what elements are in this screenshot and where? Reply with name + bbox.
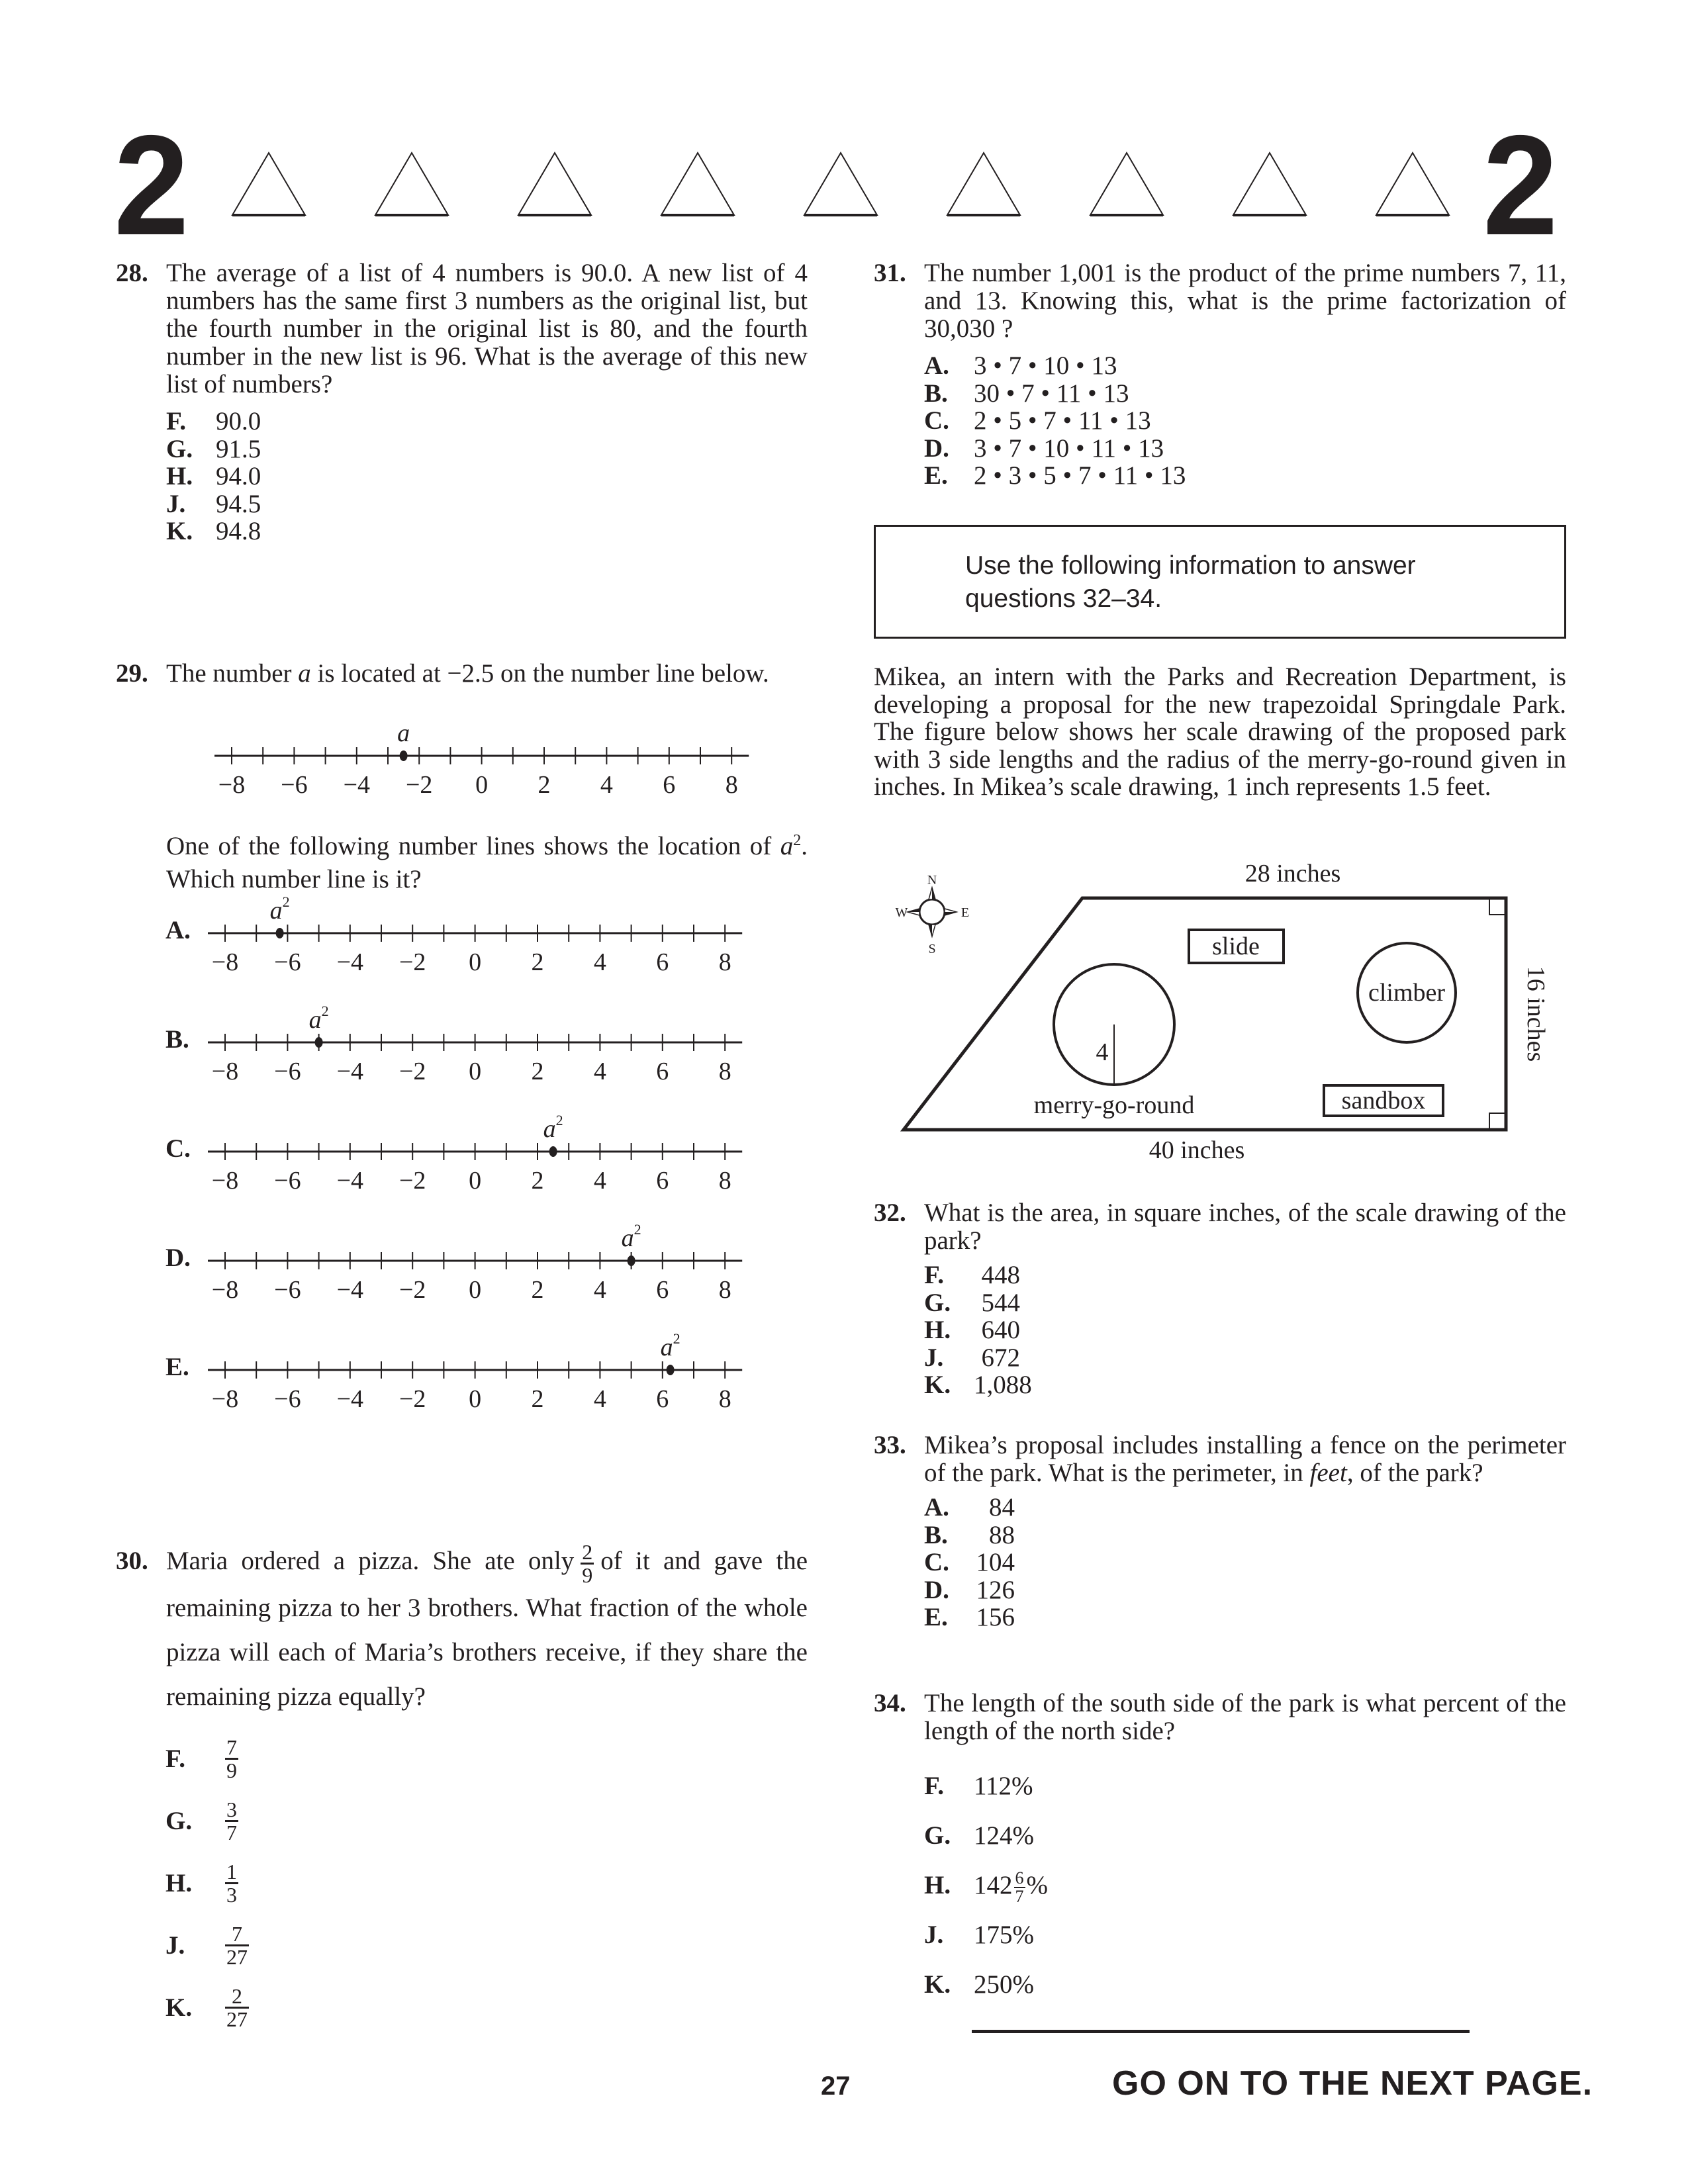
svg-text:S: S	[928, 942, 936, 956]
answer-number-line[interactable]	[189, 1327, 771, 1426]
question-33	[874, 1432, 1566, 1631]
svg-text:8: 8	[718, 1058, 731, 1085]
answer-option[interactable]: G. 124%	[924, 1821, 1034, 1850]
svg-text:2: 2	[538, 771, 551, 799]
answer-option[interactable]: J. $\frac{7}{27}$	[165, 1921, 248, 1969]
answer-option[interactable]: B. 88	[924, 1520, 1015, 1549]
svg-text:4: 4	[600, 771, 613, 799]
question-number: 30.	[116, 1547, 148, 1575]
svg-text:2: 2	[531, 1276, 544, 1304]
answer-option[interactable]: A. 3 • 7 • 10 • 13	[924, 351, 1117, 380]
info-box-text: Use the following information to answer questions 32–34.	[965, 551, 1416, 613]
park-figure	[887, 854, 1562, 1171]
svg-text:−4: −4	[336, 1058, 364, 1085]
svg-text:6: 6	[656, 1276, 669, 1304]
answer-option[interactable]: G. 91.5	[166, 434, 261, 463]
question-text: The number a is located at −2.5 on the number line below.	[166, 659, 769, 688]
answer-option[interactable]: H. $\frac{1}{3}$	[165, 1859, 237, 1907]
answer-option[interactable]: C. 104	[924, 1548, 1015, 1576]
svg-text:−8: −8	[211, 948, 239, 976]
answer-option-letter[interactable]: E.	[165, 1353, 189, 1381]
answer-option[interactable]: F. 448	[924, 1261, 1020, 1289]
go-on-label: GO ON TO THE NEXT PAGE.	[1112, 2064, 1593, 2103]
svg-text:4: 4	[593, 1058, 606, 1085]
question-text: Mikea’s proposal includes installing a fence on the perimeter of the park. What is the perimeter, in feet, of the park?	[924, 1431, 1566, 1487]
passage-text: Mikea, an intern with the Parks and Recreation Department, is developing a proposal for the new trapezoidal Springdale Park. The figure below shows her scale drawing of the proposed park with 3 side lengths and the radius of the merry-go-round given in inches. In Mikea’s scale drawing, 1 inch represents 1.5 feet.	[874, 662, 1566, 801]
answer-options	[924, 1261, 1566, 1399]
answer-option[interactable]: H. 94.0	[166, 462, 261, 490]
triangle-icon	[659, 151, 736, 217]
answer-option-letter[interactable]: C.	[165, 1134, 191, 1163]
answer-option[interactable]: A. 84	[924, 1493, 1015, 1522]
answer-option[interactable]: F. 90.0	[166, 407, 261, 435]
question-32	[874, 1199, 1566, 1399]
question-number: 34.	[874, 1689, 906, 1717]
triangle-icon	[230, 151, 307, 217]
answer-option[interactable]: D. 3 • 7 • 10 • 11 • 13	[924, 433, 1164, 463]
answer-option[interactable]: J. 672	[924, 1343, 1020, 1372]
answer-number-line[interactable]	[189, 999, 771, 1099]
fraction: $\frac{6}{7}$	[1015, 1868, 1024, 1907]
question-number: 33.	[874, 1431, 906, 1459]
answer-option[interactable]: C. 2 • 5 • 7 • 11 • 13	[924, 406, 1151, 435]
end-rule	[972, 2030, 1470, 2033]
question-29-followup	[116, 824, 808, 896]
question-text: The number 1,001 is the product of the prime numbers 7, 11, and 13. Knowing this, what is the prime factorization of 30,030 ?	[924, 259, 1566, 343]
svg-text:0: 0	[475, 771, 489, 799]
svg-text:0: 0	[469, 1167, 482, 1195]
svg-text:N: N	[927, 873, 937, 887]
answer-option[interactable]: K. $\frac{2}{27}$	[165, 1983, 248, 2031]
top-side-label: 28 inches	[1244, 860, 1341, 887]
svg-text:−6: −6	[281, 771, 308, 799]
answer-option[interactable]: D. 126	[924, 1575, 1015, 1604]
question-text: What is the area, in square inches, of the scale drawing of the park?	[924, 1199, 1566, 1255]
answer-option[interactable]: F. 112%	[924, 1772, 1033, 1800]
answer-options	[166, 408, 808, 545]
question-30	[116, 1539, 808, 1719]
merry-go-round-label: merry-go-round	[1033, 1091, 1195, 1119]
answer-option[interactable]: E. 2 • 3 • 5 • 7 • 11 • 13	[924, 461, 1186, 490]
question-31	[874, 259, 1566, 490]
section-number-left: 2	[114, 105, 189, 265]
svg-text:0: 0	[469, 948, 482, 976]
svg-text:−6: −6	[274, 948, 301, 976]
svg-text:0: 0	[469, 1058, 482, 1085]
triangle-icon	[945, 151, 1022, 217]
svg-text:−6: −6	[274, 1058, 301, 1085]
svg-text:a: a	[397, 719, 410, 747]
answer-option[interactable]: K. 250%	[924, 1970, 1034, 1999]
svg-text:2: 2	[531, 948, 544, 976]
compass-icon	[896, 873, 970, 956]
answer-option-letter[interactable]: D.	[165, 1244, 191, 1272]
answer-option[interactable]: G. 544	[924, 1288, 1020, 1317]
svg-text:−8: −8	[211, 1058, 239, 1085]
triangle-icon	[802, 151, 879, 217]
question-34	[874, 1690, 1566, 2009]
fraction: $\frac{1}{3}$	[226, 1859, 237, 1907]
svg-text:2: 2	[531, 1385, 544, 1413]
question-text: The length of the south side of the park is what percent of the length of the north side?	[924, 1689, 1566, 1745]
answer-options	[165, 1727, 256, 2038]
section-number-right: 2	[1483, 105, 1558, 265]
svg-text:−6: −6	[274, 1385, 301, 1413]
answer-options	[924, 352, 1566, 490]
svg-text:6: 6	[656, 1385, 669, 1413]
sandbox-label: sandbox	[1341, 1087, 1426, 1115]
svg-text:E: E	[961, 905, 970, 920]
svg-text:−8: −8	[211, 1167, 239, 1195]
svg-text:8: 8	[718, 948, 731, 976]
triangle-icon	[516, 151, 593, 217]
question-number: 29.	[116, 659, 148, 688]
svg-text:−6: −6	[274, 1167, 301, 1195]
answer-number-line[interactable]	[189, 1109, 771, 1208]
slide-label: slide	[1212, 933, 1260, 960]
svg-text:4: 4	[593, 1167, 606, 1195]
svg-text:−4: −4	[336, 1385, 364, 1413]
question-number: 32.	[874, 1199, 906, 1227]
svg-text:W: W	[895, 905, 908, 920]
fraction: $\frac{7}{27}$	[226, 1921, 248, 1969]
answer-option[interactable]: H. 640	[924, 1316, 1020, 1344]
svg-text:−8: −8	[211, 1276, 239, 1304]
svg-text:−2: −2	[399, 1167, 426, 1195]
triangle-icon	[1088, 151, 1165, 217]
question-text: The average of a list of 4 numbers is 90.0. A new list of 4 numbers has the same first 3 numbers as the original list, but the fourth number in the original list is 80, and the fourth number in the new list is 96. What is the average of this new list of numbers?	[166, 259, 808, 398]
climber-label: climber	[1368, 979, 1446, 1007]
svg-text:4: 4	[593, 1276, 606, 1304]
svg-text:−2: −2	[405, 771, 433, 799]
svg-text:−2: −2	[399, 948, 426, 976]
answer-option[interactable]: F. $\frac{7}{9}$	[165, 1735, 237, 1782]
fraction: $\frac{3}{7}$	[226, 1797, 237, 1844]
svg-text:−4: −4	[343, 771, 371, 799]
svg-text:0: 0	[469, 1276, 482, 1304]
svg-text:0: 0	[469, 1385, 482, 1413]
question-29	[116, 660, 808, 688]
question-text: One of the following number lines shows the location of $a^2$. Which number line is it?	[166, 832, 808, 893]
svg-text:2: 2	[531, 1167, 544, 1195]
answer-option[interactable]: B. 30 • 7 • 11 • 13	[924, 379, 1129, 408]
svg-text:6: 6	[656, 1058, 669, 1085]
answer-option[interactable]: J. 175%	[924, 1921, 1034, 1949]
svg-text:8: 8	[718, 1385, 731, 1413]
svg-text:a2: $a^2$	[543, 1112, 563, 1143]
radius-label: 4	[1096, 1038, 1109, 1066]
answer-option-letter[interactable]: A.	[165, 916, 191, 944]
info-box	[874, 525, 1566, 639]
svg-text:−6: −6	[274, 1276, 301, 1304]
svg-text:8: 8	[718, 1167, 731, 1195]
svg-text:8: 8	[725, 771, 738, 799]
question-28	[116, 259, 808, 545]
svg-text:−4: −4	[336, 1276, 364, 1304]
triangle-icon	[373, 151, 450, 217]
fraction: $\frac{2}{27}$	[226, 1983, 248, 2031]
svg-text:−2: −2	[399, 1058, 426, 1085]
number-line-a	[212, 715, 768, 807]
svg-text:−4: −4	[336, 948, 364, 976]
svg-text:a2: $a^2$	[308, 1003, 329, 1034]
svg-text:a2: $a^2$	[621, 1221, 641, 1252]
answer-option-letter[interactable]: B.	[165, 1025, 189, 1054]
svg-text:6: 6	[656, 948, 669, 976]
answer-option[interactable]: H. 142 $\frac{6}{7}$ %	[924, 1868, 1048, 1907]
answer-number-line[interactable]	[189, 890, 771, 989]
answer-option[interactable]: K. 94.8	[166, 517, 261, 545]
svg-text:−4: −4	[336, 1167, 364, 1195]
question-text: Maria ordered a pizza. She ate only $\frac{2}{9}$ of it and gave the remaining pizza to her 3 brothers. What fraction of the whole pizza will each of Maria’s brothers receive, if they share the remaining pizza equally?	[166, 1539, 808, 1711]
svg-text:4: 4	[593, 1385, 606, 1413]
svg-text:−2: −2	[399, 1385, 426, 1413]
svg-text:4: 4	[593, 948, 606, 976]
svg-text:2: 2	[531, 1058, 544, 1085]
svg-text:6: 6	[656, 1167, 669, 1195]
svg-text:−2: −2	[399, 1276, 426, 1304]
question-number: 31.	[874, 259, 906, 287]
svg-text:−8: −8	[211, 1385, 239, 1413]
answer-option[interactable]: E. 156	[924, 1603, 1015, 1631]
fraction: $\frac{2}{9}$	[582, 1539, 593, 1587]
right-side-label: 16 inches	[1522, 966, 1550, 1062]
answer-options	[924, 1494, 1566, 1631]
svg-text:a2: $a^2$	[660, 1330, 680, 1361]
svg-text:−8: −8	[218, 771, 246, 799]
answer-number-line[interactable]	[189, 1218, 771, 1317]
page-number: 27	[821, 2071, 851, 2101]
answer-option[interactable]: G. $\frac{3}{7}$	[165, 1797, 237, 1844]
svg-text:a2: $a^2$	[269, 893, 290, 925]
answer-options	[924, 1761, 1566, 2009]
bottom-side-label: 40 inches	[1149, 1136, 1245, 1164]
triangle-icon	[1374, 151, 1451, 217]
svg-text:6: 6	[663, 771, 676, 799]
answer-option[interactable]: K. 1,088	[924, 1371, 1032, 1399]
fraction: $\frac{7}{9}$	[226, 1735, 237, 1782]
question-number: 28.	[116, 259, 148, 287]
svg-text:8: 8	[718, 1276, 731, 1304]
answer-option[interactable]: J. 94.5	[166, 489, 261, 518]
triangle-icon	[1231, 151, 1308, 217]
